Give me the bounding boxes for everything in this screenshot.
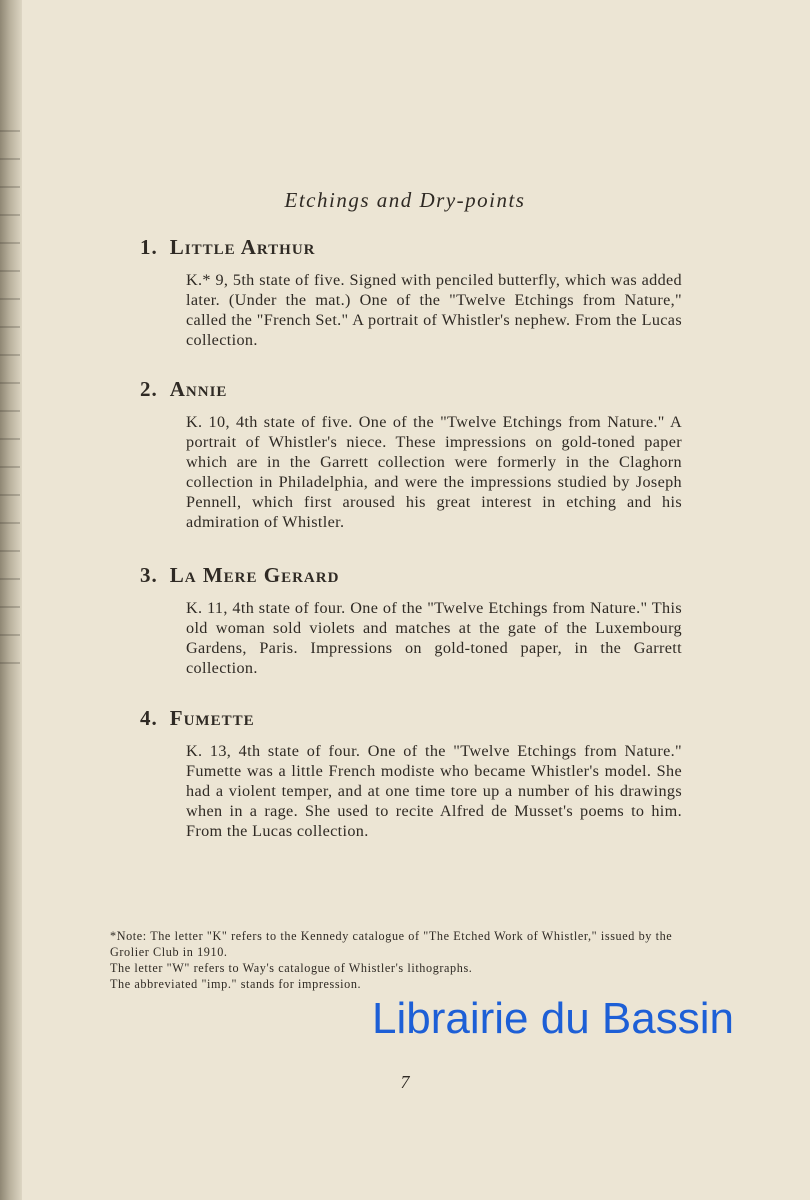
book-gutter [0, 0, 22, 1200]
entry-title-text: La Mere Gerard [169, 563, 340, 587]
entry-number: 4. [140, 706, 158, 730]
entry-title-text: Little Arthur [169, 235, 316, 259]
entry-title [140, 377, 700, 402]
entry-description: K.* 9, 5th state of five. Signed with penciled butterfly, which was added later. (Under the mat.) One of the "Twelve Etchings from Nature," called the "French Set." A portrait of Whistler's nephew. From the Lucas collection. [186, 271, 682, 349]
bleed-through-marks [0, 130, 20, 690]
entry-title [140, 706, 700, 731]
entry-number: 2. [140, 377, 158, 401]
footnote-way: The letter "W" refers to Way's catalogue of Whistler's lithographs. [110, 961, 473, 975]
entry-title [140, 235, 700, 260]
catalogue-entry [140, 563, 700, 678]
catalogue-entry [140, 706, 700, 841]
section-heading: Etchings and Dry-points [284, 188, 526, 212]
entry-title-text: Annie [169, 377, 228, 401]
entry-title [140, 563, 700, 588]
entry-description: K. 10, 4th state of five. One of the "Twelve Etchings from Nature." A portrait of Whistler's niece. These impressions on gold-toned paper which are in the Garrett collection were formerly in the Claghorn collection in Philadelphia, and were the impressions studied by Joseph Pennell, which first aroused his great interest in etching and his admiration of Whistler. [186, 413, 682, 531]
footnote-kennedy: *Note: The letter "K" refers to the Kennedy catalogue of "The Etched Work of Whistler," issued by the Grolier Club in 1910. [110, 929, 673, 959]
entry-description: K. 11, 4th state of four. One of the "Twelve Etchings from Nature." This old woman sold violets and matches at the gate of the Luxembourg Gardens, Paris. Impressions on gold-toned paper, in the Garrett collection. [186, 599, 682, 677]
seller-watermark: Librairie du Bassin [372, 994, 734, 1043]
entry-number: 3. [140, 563, 158, 587]
entry-number: 1. [140, 235, 158, 259]
catalogue-entry [140, 377, 700, 532]
entry-title-text: Fumette [169, 706, 255, 730]
footnotes [110, 928, 690, 992]
footnote-imp: The abbreviated "imp." stands for impression. [110, 977, 362, 991]
catalogue-entry [140, 235, 700, 350]
entry-description: K. 13, 4th state of four. One of the "Twelve Etchings from Nature." Fumette was a little French modiste who became Whistler's model. She had a violent temper, and at one time tore up a number of his drawings when in a rage. She used to recite Alfred de Musset's poems to him. From the Lucas collection. [186, 742, 682, 840]
page-number: 7 [400, 1072, 410, 1092]
